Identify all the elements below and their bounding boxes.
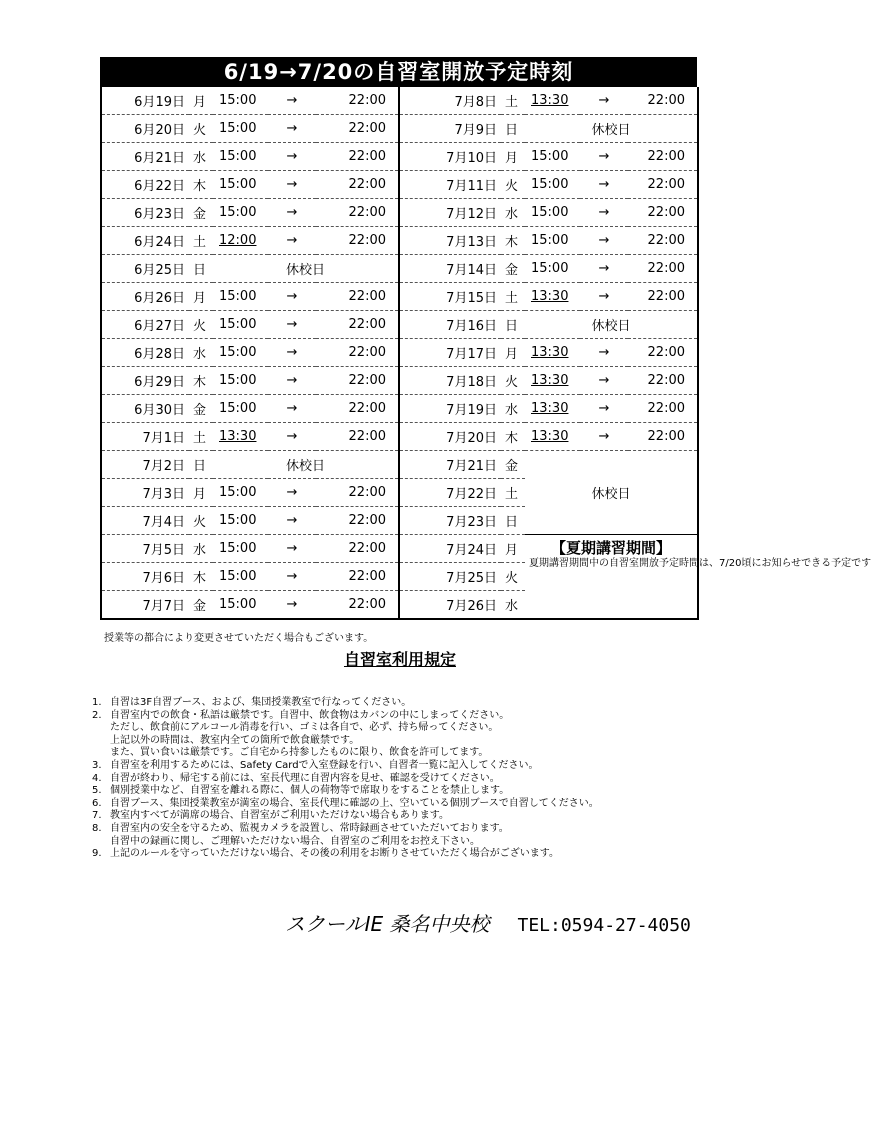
summer-title: 【夏期講習期間】 xyxy=(550,539,671,557)
date-cell: 6月19日 xyxy=(101,87,189,115)
telephone: TEL:0594-27-4050 xyxy=(517,915,691,936)
end-time: 22:00 xyxy=(316,143,399,171)
rules-list xyxy=(92,697,752,861)
arrow-icon: → xyxy=(268,115,316,143)
end-time: 22:00 xyxy=(628,255,698,283)
end-time: 22:00 xyxy=(316,563,399,591)
end-time: 22:00 xyxy=(316,423,399,451)
schedule-title: 6/19→7/20の自習室開放予定時刻 xyxy=(100,57,697,87)
arrow-icon: → xyxy=(268,143,316,171)
start-time: 15:00 xyxy=(213,171,268,199)
start-time: 15:00 xyxy=(213,283,268,311)
date-cell: 6月25日 xyxy=(101,255,189,283)
schedule-row xyxy=(101,423,698,451)
rule-text xyxy=(110,710,752,760)
rule-item xyxy=(92,697,752,710)
end-time: 22:00 xyxy=(316,87,399,115)
rule-item xyxy=(92,798,752,811)
start-time: 13:30 xyxy=(525,395,580,423)
end-time: 22:00 xyxy=(316,507,399,535)
start-time: 15:00 xyxy=(213,535,268,563)
weekday-cell: 水 xyxy=(505,599,519,614)
weekday-cell: 金 xyxy=(189,199,213,227)
weekday-cell: 土 xyxy=(501,479,525,507)
date-cell: 6月30日 xyxy=(101,395,189,423)
date-cell: 7月11日 xyxy=(399,171,501,199)
date-cell: 7月7日 xyxy=(142,599,185,614)
weekday-cell: 火 xyxy=(189,311,213,339)
arrow-icon: → xyxy=(268,87,316,115)
weekday-cell: 土 xyxy=(501,87,525,115)
rule-item xyxy=(92,760,752,773)
date-cell: 7月23日 xyxy=(399,507,501,535)
schedule-row xyxy=(101,87,698,115)
start-time: 15:00 xyxy=(213,143,268,171)
weekday-cell: 金 xyxy=(193,599,207,614)
weekday-cell: 日 xyxy=(189,451,213,479)
start-time: 15:00 xyxy=(213,87,268,115)
date-cell: 6月26日 xyxy=(101,283,189,311)
start-time: 15:00 xyxy=(213,311,268,339)
date-cell: 7月14日 xyxy=(399,255,501,283)
date-cell: 7月10日 xyxy=(399,143,501,171)
summer-text: 夏期講習期間中の自習室開放予定時間は、7/20頃にお知らせできる予定です xyxy=(529,558,871,569)
weekday-cell: 日 xyxy=(189,255,213,283)
rule-number: 6. xyxy=(92,797,102,809)
date-cell: 7月24日 xyxy=(399,535,501,563)
arrow-icon: → xyxy=(580,255,628,283)
start-time: 15:00 xyxy=(213,367,268,395)
rule-number: 3. xyxy=(92,759,102,771)
arrow-icon: → xyxy=(268,227,316,255)
end-time: 22:00 xyxy=(316,171,399,199)
rule-text xyxy=(110,798,752,811)
weekday-cell: 土 xyxy=(501,283,525,311)
holiday-cell: 休校日 xyxy=(213,451,399,479)
rule-number: 4. xyxy=(92,772,102,784)
start-time: 15:00 xyxy=(525,143,580,171)
arrow-icon: → xyxy=(268,507,316,535)
end-time: 22:00 xyxy=(628,283,698,311)
schedule-row xyxy=(101,143,698,171)
weekday-cell: 金 xyxy=(501,255,525,283)
schedule-row xyxy=(101,115,698,143)
start-time: 15:00 xyxy=(525,171,580,199)
schedule-row xyxy=(101,283,698,311)
rule-text xyxy=(110,785,752,798)
date-cell: 6月21日 xyxy=(101,143,189,171)
weekday-cell: 火 xyxy=(189,507,213,535)
start-time: 12:00 xyxy=(213,227,268,255)
end-time: 22:00 xyxy=(316,199,399,227)
start-time: 13:30 xyxy=(525,367,580,395)
date-cell: 7月19日 xyxy=(399,395,501,423)
arrow-icon: → xyxy=(268,199,316,227)
start-time: 13:30 xyxy=(525,339,580,367)
weekday-cell: 木 xyxy=(189,563,213,591)
weekday-cell: 水 xyxy=(189,143,213,171)
weekday-cell: 火 xyxy=(189,115,213,143)
arrow-icon: → xyxy=(580,171,628,199)
weekday-cell: 水 xyxy=(501,395,525,423)
arrow-icon: → xyxy=(580,87,628,115)
date-cell: 7月17日 xyxy=(399,339,501,367)
end-time: 22:00 xyxy=(316,535,399,563)
date-cell: 7月5日 xyxy=(101,535,189,563)
holiday-cell: 休校日 xyxy=(525,311,698,339)
weekday-cell: 火 xyxy=(501,171,525,199)
date-cell: 7月15日 xyxy=(399,283,501,311)
date-cell: 6月22日 xyxy=(101,171,189,199)
arrow-icon: → xyxy=(268,283,316,311)
rule-line: ただし、飲食前にアルコール消毒を行い、ゴミは各自で、必ず、持ち帰ってください。 xyxy=(110,722,499,734)
date-cell: 7月12日 xyxy=(399,199,501,227)
end-time: 22:00 xyxy=(628,339,698,367)
start-time: 15:00 xyxy=(525,199,580,227)
weekday-cell: 木 xyxy=(189,367,213,395)
weekday-cell: 月 xyxy=(189,87,213,115)
rule-line: 自習室内の安全を守るため、監視カメラを設置し、常時録画させていただいております。 xyxy=(110,822,509,834)
schedule-row xyxy=(101,199,698,227)
holiday-cell: 休校日 xyxy=(213,255,399,283)
date-cell: 7月26日 xyxy=(446,599,497,614)
weekday-cell: 金 xyxy=(189,395,213,423)
end-time: 22:00 xyxy=(316,367,399,395)
date-cell: 7月13日 xyxy=(399,227,501,255)
rule-line: 自習中の録画に関し、ご理解いただけない場合、自習室のご利用をお控え下さい。 xyxy=(110,835,480,847)
start-time: 13:30 xyxy=(213,423,268,451)
date-cell: 7月22日 xyxy=(399,479,501,507)
end-time: 22:00 xyxy=(628,367,698,395)
arrow-icon: → xyxy=(580,339,628,367)
arrow-icon: → xyxy=(268,395,316,423)
rule-line: 上記のルールを守っていただけない場合、その後の利用をお断りさせていただく場合がございます。 xyxy=(110,848,559,860)
arrow-icon: → xyxy=(268,563,316,591)
start-time: 15:00 xyxy=(213,339,268,367)
arrow-icon: → xyxy=(286,597,298,612)
rule-line: また、買い食いは厳禁です。ご自宅から持参したものに限り、飲食を許可してます。 xyxy=(110,747,489,759)
arrow-icon: → xyxy=(268,479,316,507)
rule-number: 7. xyxy=(92,810,102,822)
schedule-row xyxy=(101,367,698,395)
weekday-cell: 水 xyxy=(189,339,213,367)
start-time: 15:00 xyxy=(213,563,268,591)
holiday-cell: 休校日 xyxy=(525,115,698,143)
weekday-cell: 木 xyxy=(501,227,525,255)
date-cell: 6月27日 xyxy=(101,311,189,339)
weekday-cell: 火 xyxy=(501,367,525,395)
rule-item xyxy=(92,823,752,848)
weekday-cell: 月 xyxy=(501,143,525,171)
date-cell: 6月24日 xyxy=(101,227,189,255)
rule-item xyxy=(92,848,752,861)
date-cell: 7月9日 xyxy=(399,115,501,143)
start-time: 15:00 xyxy=(525,227,580,255)
start-time: 15:00 xyxy=(213,395,268,423)
rule-line: 自習室を利用するためには、Safety Cardで入室登録を行い、自習者一覧に記入してください。 xyxy=(110,759,539,771)
start-time: 15:00 xyxy=(213,199,268,227)
weekday-cell: 金 xyxy=(501,451,525,479)
weekday-cell: 月 xyxy=(501,535,525,563)
rule-line: 個別授業中など、自習室を離れる際に、個人の荷物等で席取りをすることを禁止します。 xyxy=(110,785,510,797)
schedule-row xyxy=(101,535,698,563)
arrow-icon: → xyxy=(580,367,628,395)
rule-item xyxy=(92,810,752,823)
end-time: 22:00 xyxy=(316,283,399,311)
rule-line: 自習が終わり、帰宅する前には、室長代理に自習内容を見せ、確認を受けてください。 xyxy=(110,772,500,784)
rule-item xyxy=(92,710,752,760)
arrow-icon: → xyxy=(268,423,316,451)
weekday-cell: 土 xyxy=(189,227,213,255)
end-time: 22:00 xyxy=(316,591,399,620)
end-time: 22:00 xyxy=(628,171,698,199)
rule-item xyxy=(92,785,752,798)
schedule-row xyxy=(101,451,698,479)
arrow-icon: → xyxy=(268,367,316,395)
schedule-sheet xyxy=(100,57,871,620)
date-cell: 7月6日 xyxy=(101,563,189,591)
end-time: 22:00 xyxy=(316,395,399,423)
end-time: 22:00 xyxy=(628,87,698,115)
rule-number: 5. xyxy=(92,785,102,797)
schedule-row xyxy=(101,227,698,255)
weekday-cell: 火 xyxy=(501,563,525,591)
end-time: 22:00 xyxy=(316,311,399,339)
arrow-icon: → xyxy=(580,199,628,227)
end-time: 22:00 xyxy=(628,423,698,451)
rule-item xyxy=(92,773,752,786)
weekday-cell: 日 xyxy=(501,507,525,535)
start-time: 15:00 xyxy=(219,597,257,612)
date-cell: 7月4日 xyxy=(101,507,189,535)
rule-text xyxy=(110,697,752,710)
start-time: 15:00 xyxy=(213,507,268,535)
date-cell: 6月28日 xyxy=(101,339,189,367)
date-cell: 7月3日 xyxy=(101,479,189,507)
arrow-icon: → xyxy=(268,535,316,563)
start-time: 15:00 xyxy=(525,255,580,283)
summer-notice xyxy=(525,535,871,620)
weekday-cell: 月 xyxy=(501,339,525,367)
end-time: 22:00 xyxy=(628,199,698,227)
arrow-icon: → xyxy=(580,423,628,451)
date-cell: 6月23日 xyxy=(101,199,189,227)
start-time: 13:30 xyxy=(525,423,580,451)
rule-text xyxy=(110,773,752,786)
end-time: 22:00 xyxy=(316,339,399,367)
weekday-cell: 日 xyxy=(501,311,525,339)
rule-line: 上記以外の時間は、教室内全ての箇所で飲食厳禁です。 xyxy=(110,734,360,746)
start-time: 15:00 xyxy=(213,115,268,143)
change-note: 授業等の都合により変更させていただく場合もございます。 xyxy=(104,633,374,644)
holiday-cell: 休校日 xyxy=(525,451,698,535)
start-time: 15:00 xyxy=(213,479,268,507)
schedule-row xyxy=(101,339,698,367)
end-time: 22:00 xyxy=(628,143,698,171)
arrow-icon: → xyxy=(580,143,628,171)
schedule-row xyxy=(101,395,698,423)
footer xyxy=(285,908,691,937)
weekday-cell: 木 xyxy=(501,423,525,451)
date-cell: 7月8日 xyxy=(399,87,501,115)
end-time: 22:00 xyxy=(316,227,399,255)
arrow-icon: → xyxy=(580,395,628,423)
rule-text xyxy=(110,848,752,861)
date-cell: 7月25日 xyxy=(399,563,501,591)
date-cell: 7月2日 xyxy=(101,451,189,479)
arrow-icon: → xyxy=(268,311,316,339)
rule-text xyxy=(110,760,752,773)
weekday-cell: 月 xyxy=(189,283,213,311)
schedule-row xyxy=(101,311,698,339)
weekday-cell: 土 xyxy=(189,423,213,451)
rule-number: 1. xyxy=(92,697,102,708)
schedule-row xyxy=(101,171,698,199)
start-time: 13:30 xyxy=(525,283,580,311)
rule-line: 自習室内での飲食・私語は厳禁です。自習中、飲食物はカバンの中にしまってください。 xyxy=(110,709,510,721)
rule-number: 2. xyxy=(92,709,102,721)
date-cell: 7月20日 xyxy=(399,423,501,451)
rule-number: 8. xyxy=(92,822,102,834)
weekday-cell: 木 xyxy=(189,171,213,199)
arrow-icon: → xyxy=(580,227,628,255)
date-cell: 6月20日 xyxy=(101,115,189,143)
date-cell: 7月18日 xyxy=(399,367,501,395)
end-time: 22:00 xyxy=(316,115,399,143)
date-cell: 6月29日 xyxy=(101,367,189,395)
weekday-cell: 水 xyxy=(501,199,525,227)
rule-text xyxy=(110,810,752,823)
rule-number: 9. xyxy=(92,848,102,860)
rules-title: 自習室利用規定 xyxy=(343,650,456,669)
schedule-table xyxy=(100,87,871,620)
rule-line: 自習ブース、集団授業教室が満室の場合、室長代理に確認の上、空いている個別ブースで自習してください。 xyxy=(110,797,599,809)
end-time: 22:00 xyxy=(316,479,399,507)
date-cell: 7月16日 xyxy=(399,311,501,339)
date-cell: 7月21日 xyxy=(399,451,501,479)
weekday-cell: 月 xyxy=(189,479,213,507)
school-name: スクールIE 桑名中央校 xyxy=(285,912,490,936)
arrow-icon: → xyxy=(580,283,628,311)
rule-line: 自習は3F自習ブース、および、集団授業教室で行なってください。 xyxy=(110,697,412,708)
weekday-cell: 水 xyxy=(189,535,213,563)
schedule-row xyxy=(101,255,698,283)
rule-line: 教室内すべてが満席の場合、自習室がご利用いただけない場合もあります。 xyxy=(110,810,449,822)
rule-text xyxy=(110,823,752,848)
weekday-cell: 日 xyxy=(501,115,525,143)
start-time: 13:30 xyxy=(525,87,580,115)
arrow-icon: → xyxy=(268,339,316,367)
end-time: 22:00 xyxy=(628,395,698,423)
arrow-icon: → xyxy=(268,171,316,199)
date-cell: 7月1日 xyxy=(101,423,189,451)
end-time: 22:00 xyxy=(628,227,698,255)
